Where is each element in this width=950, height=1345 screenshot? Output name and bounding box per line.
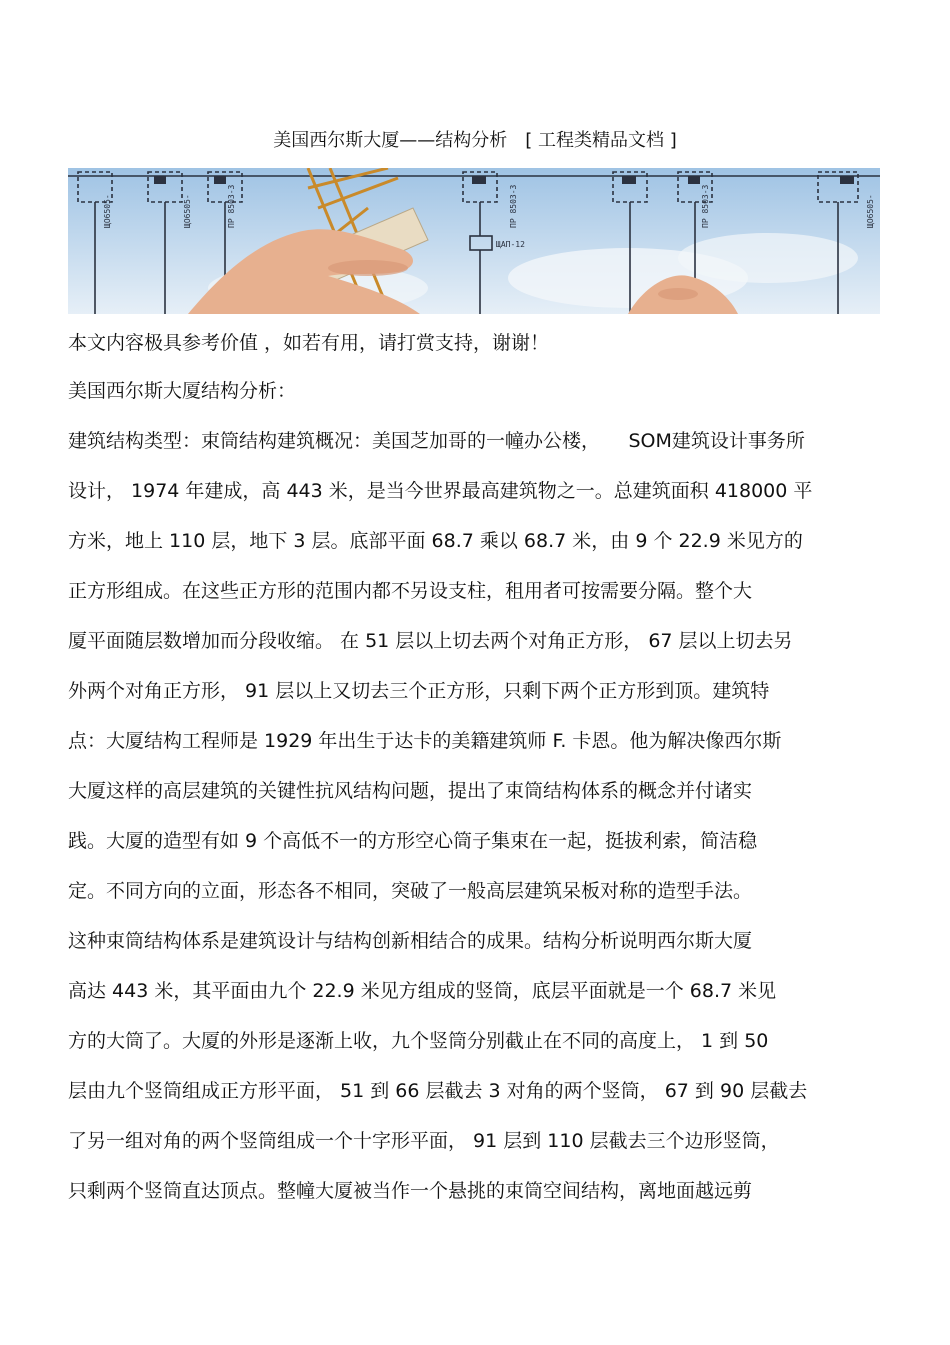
- banner-label-4: ПР 8503-3: [509, 184, 518, 228]
- body-line: 正方形组成。在这些正方形的范围内都不另设支柱，租用者可按需要分隔。整个大: [68, 580, 753, 602]
- banner-label-2: ЩО6505-: [183, 194, 192, 228]
- banner-label-3: ПР 8503-3: [227, 184, 236, 228]
- body-line: 厦平面随层数增加而分段收缩。 在 51 层以上切去两个对角正方形， 67 层以上切去另: [68, 630, 793, 652]
- header-banner-image: [68, 168, 880, 314]
- body-line: 了另一组对角的两个竖筒组成一个十字形平面， 91 层到 110 层截去三个边形竖筒，: [68, 1130, 780, 1152]
- body-line: 只剩两个竖筒直达顶点。整幢大厦被当作一个悬挑的束筒空间结构，离地面越远剪: [68, 1180, 753, 1202]
- body-line: 这种束筒结构体系是建筑设计与结构创新相结合的成果。结构分析说明西尔斯大厦: [68, 930, 753, 952]
- body-line: 层由九个竖筒组成正方形平面， 51 到 66 层截去 3 对角的两个竖筒， 67 到 90 层截去: [68, 1080, 808, 1102]
- body-line: 建筑结构类型：束筒结构建筑概况：美国芝加哥的一幢办公楼， SOM建筑设计事务所: [68, 430, 805, 452]
- body-text: [68, 424, 888, 1224]
- banner-label-1: ЩО6505-: [103, 194, 112, 228]
- body-line: 点：大厦结构工程师是 1929 年出生于达卡的美籍建筑师 F. 卡恩。他为解决像西尔斯: [68, 730, 782, 752]
- banner-label-7: ЩАП-12: [496, 240, 525, 249]
- banner-label-5: ПР 8503-3: [701, 184, 710, 228]
- body-line: 高达 443 米，其平面由九个 22.9 米见方组成的竖筒，底层平面就是一个 68.7 米见: [68, 980, 777, 1002]
- document-title: 美国西尔斯大厦——结构分析 [ 工程类精品文档 ]: [273, 130, 677, 151]
- body-line: 外两个对角正方形， 91 层以上又切去三个正方形，只剩下两个正方形到顶。建筑特: [68, 680, 770, 702]
- body-line: 践。大厦的造型有如 9 个高低不一的方形空心筒子集束在一起，挺拔利索，简洁稳: [68, 830, 758, 852]
- banner-label-6: ЩО6505-: [866, 194, 875, 228]
- body-line: 设计， 1974 年建成，高 443 米，是当今世界最高建筑物之一。总建筑面积 418000 平: [68, 480, 813, 502]
- intro-note: 本文内容极具参考价值 ，如若有用，请打赏支持，谢谢！: [68, 332, 550, 354]
- body-line: 大厦这样的高层建筑的关键性抗风结构问题，提出了束筒结构体系的概念并付诸实: [68, 780, 753, 802]
- body-line: 方米，地上 110 层，地下 3 层。底部平面 68.7 乘以 68.7 米，由 9 个 22.9 米见方的: [68, 530, 803, 552]
- section-heading: 美国西尔斯大厦结构分析：: [68, 380, 297, 402]
- body-line: 定。不同方向的立面，形态各不相同，突破了一般高层建筑呆板对称的造型手法。: [68, 880, 753, 902]
- body-line: 方的大筒了。大厦的外形是逐渐上收，九个竖筒分别截止在不同的高度上， 1 到 50: [68, 1030, 769, 1052]
